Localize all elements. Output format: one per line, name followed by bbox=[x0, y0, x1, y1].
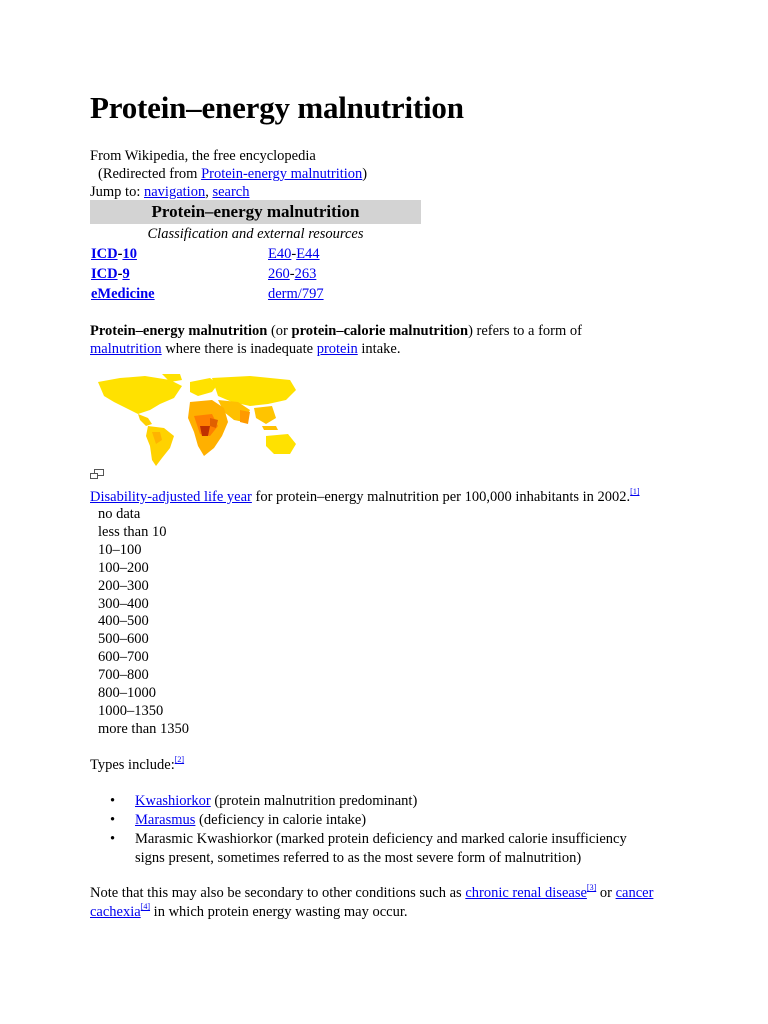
term-bold: Protein–energy malnutrition bbox=[90, 323, 268, 339]
icd-version-link[interactable]: 9 bbox=[122, 266, 130, 282]
redirect-prefix: (Redirected from bbox=[98, 166, 202, 182]
legend-item: 300–400 bbox=[98, 595, 149, 612]
emedicine-link[interactable]: eMedicine bbox=[91, 286, 155, 302]
legend-item: no data bbox=[98, 506, 141, 522]
jump-navigation-link[interactable]: navigation bbox=[143, 184, 206, 200]
types-intro-text: Types include: bbox=[90, 757, 175, 773]
alt-term-bold: protein–calorie malnutrition bbox=[291, 323, 469, 339]
note-line-2 bbox=[90, 903, 408, 921]
ref-3-link[interactable]: [3] bbox=[586, 883, 597, 892]
world-map-image[interactable] bbox=[90, 374, 300, 470]
redirect-note bbox=[98, 165, 367, 183]
bullet: • bbox=[110, 812, 116, 828]
redirect-suffix: ) bbox=[362, 166, 368, 182]
malnutrition-link[interactable]: malnutrition bbox=[90, 341, 162, 357]
bullet: • bbox=[110, 831, 116, 847]
site-tagline: From Wikipedia, the free encyclopedia bbox=[90, 148, 316, 164]
list-item bbox=[90, 811, 690, 830]
protein-link[interactable]: protein bbox=[316, 341, 358, 357]
kwashiorkor-link[interactable]: Kwashiorkor bbox=[135, 793, 211, 809]
intro-line-2 bbox=[90, 340, 400, 358]
emedicine-code-link[interactable]: derm/797 bbox=[268, 286, 324, 302]
ref-4-link[interactable]: [4] bbox=[140, 902, 151, 911]
chronic-renal-disease-link[interactable]: chronic renal disease bbox=[465, 885, 587, 901]
list-item bbox=[90, 792, 690, 811]
legend-item: 10–100 bbox=[98, 541, 142, 558]
legend-item: less than 10 bbox=[98, 523, 167, 540]
legend-item: 600–700 bbox=[98, 649, 149, 666]
intro-text: ) refers to a form of bbox=[468, 323, 582, 339]
marasmus-link[interactable]: Marasmus bbox=[135, 812, 196, 828]
note-text: in which protein energy wasting may occur. bbox=[150, 904, 408, 920]
intro-text: (or bbox=[267, 323, 292, 339]
infobox-key bbox=[91, 286, 155, 303]
code-end-link[interactable]: E44 bbox=[296, 246, 320, 262]
icd-link[interactable]: ICD bbox=[91, 266, 118, 282]
icd-link[interactable]: ICD bbox=[91, 246, 118, 262]
infobox-value bbox=[268, 286, 324, 303]
cancer-cachexia-link-cont[interactable]: cachexia bbox=[90, 904, 141, 920]
legend-item: 1000–1350 bbox=[98, 702, 164, 719]
jump-to bbox=[90, 183, 249, 201]
cancer-cachexia-link[interactable]: cancer bbox=[615, 885, 654, 901]
intro-text: intake. bbox=[357, 341, 401, 357]
bullet: • bbox=[110, 793, 116, 809]
legend-item: 400–500 bbox=[98, 613, 149, 630]
map-caption bbox=[90, 488, 639, 506]
jump-search-link[interactable]: search bbox=[212, 184, 250, 200]
infobox-value bbox=[268, 266, 316, 283]
daly-link[interactable]: Disability-adjusted life year bbox=[90, 489, 252, 505]
jump-separator: , bbox=[205, 184, 213, 200]
enlarge-icon[interactable] bbox=[90, 469, 104, 479]
note-text: Note that this may also be secondary to other conditions such as bbox=[90, 885, 466, 901]
jump-prefix: Jump to: bbox=[90, 184, 144, 200]
item-text: Marasmic Kwashiorkor (marked protein deficiency and marked calorie insufficiency signs present, sometimes referred to as the most severe form of malnutrition) bbox=[135, 831, 627, 866]
ref-1-link[interactable]: [1] bbox=[630, 487, 640, 496]
caption-text: for protein–energy malnutrition per 100,000 inhabitants in 2002. bbox=[251, 489, 631, 505]
intro-line-1 bbox=[90, 322, 582, 340]
note-text: or bbox=[596, 885, 616, 901]
value-separator: - bbox=[289, 266, 295, 282]
ref-2-link[interactable]: [2] bbox=[174, 755, 185, 764]
legend-item: more than 1350 bbox=[98, 720, 190, 737]
infobox-value bbox=[268, 246, 320, 263]
key-separator: - bbox=[117, 266, 123, 282]
infobox-key bbox=[91, 246, 137, 263]
code-start-link[interactable]: 260 bbox=[268, 266, 290, 282]
infobox-title: Protein–energy malnutrition bbox=[90, 200, 421, 224]
legend-item: 700–800 bbox=[98, 667, 149, 684]
value-separator: - bbox=[291, 246, 297, 262]
redirect-link[interactable]: Protein-energy malnutrition bbox=[201, 166, 363, 182]
icd-version-link[interactable]: 10 bbox=[122, 246, 137, 262]
legend-item: 200–300 bbox=[98, 577, 149, 594]
types-intro bbox=[90, 756, 184, 774]
item-text: (protein malnutrition predominant) bbox=[210, 793, 418, 809]
types-list bbox=[90, 792, 690, 868]
list-item bbox=[90, 830, 655, 868]
item-text: (deficiency in calorie intake) bbox=[195, 812, 367, 828]
page-title: Protein–energy malnutrition bbox=[90, 90, 464, 125]
world-map-graphic bbox=[90, 374, 300, 470]
legend-item: 500–600 bbox=[98, 631, 149, 648]
note-line-1 bbox=[90, 884, 653, 902]
legend-item: 800–1000 bbox=[98, 685, 156, 701]
infobox-subtitle: Classification and external resources bbox=[147, 226, 364, 242]
key-separator: - bbox=[117, 246, 123, 262]
legend-item: 100–200 bbox=[98, 559, 149, 576]
code-end-link[interactable]: 263 bbox=[294, 266, 317, 282]
infobox-key bbox=[91, 266, 130, 283]
code-start-link[interactable]: E40 bbox=[268, 246, 292, 262]
intro-text: where there is inadequate bbox=[161, 341, 317, 357]
